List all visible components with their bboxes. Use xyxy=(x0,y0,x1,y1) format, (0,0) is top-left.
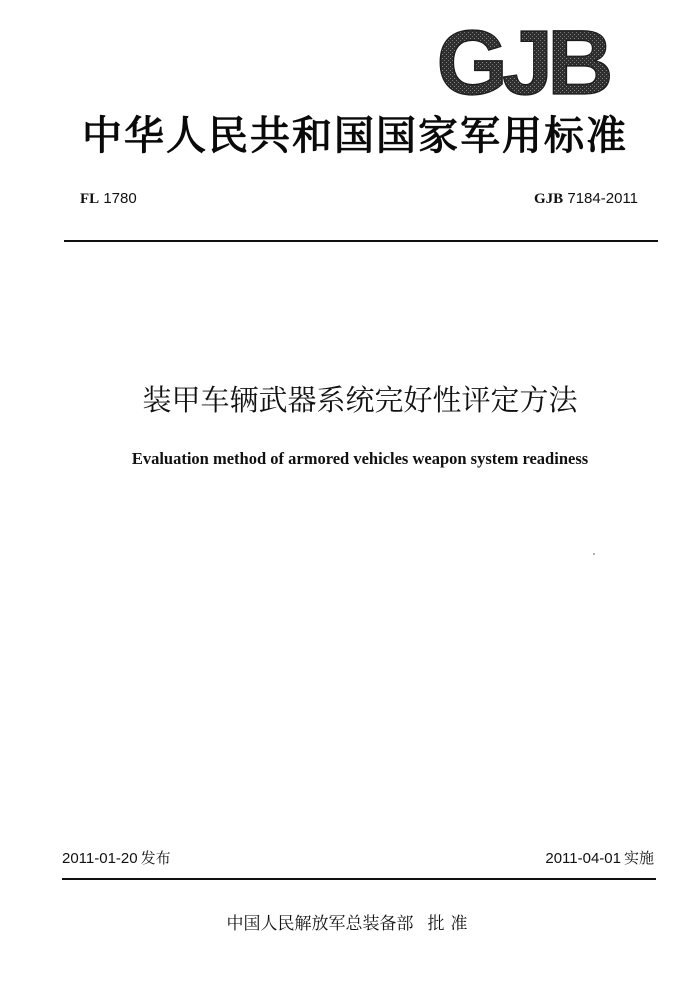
approve-label: 批准 xyxy=(427,914,474,934)
document-title-english: Evaluation method of armored vehicles weapon system readiness xyxy=(131,449,589,468)
gjb-logo xyxy=(422,18,622,102)
standard-number xyxy=(534,190,638,208)
gjb-logo-graphic xyxy=(422,18,622,102)
standard-prefix: GJB xyxy=(534,191,564,207)
approving-authority: 中国人民解放军总装备部 xyxy=(226,914,414,934)
effective-label: 实施 xyxy=(623,849,654,867)
header-divider xyxy=(64,240,658,242)
country-standard-title: 中华人民共和国国家军用标准 xyxy=(82,112,628,159)
footer-divider xyxy=(62,878,656,880)
effective-date xyxy=(545,848,654,869)
scan-speck xyxy=(593,553,595,555)
issue-date xyxy=(62,848,171,869)
issue-date-value: 2011-01-20 xyxy=(62,850,138,867)
standard-number-value: 7184-2011 xyxy=(567,190,638,207)
classification-number: 1780 xyxy=(103,190,137,207)
classification-code xyxy=(80,190,137,208)
approval-line xyxy=(0,912,700,936)
issue-label: 发布 xyxy=(140,849,171,867)
effective-date-value: 2011-04-01 xyxy=(545,850,621,867)
classification-prefix: FL xyxy=(80,191,100,207)
logo-text: GJB xyxy=(436,18,608,102)
document-title-chinese: 装甲车辆武器系统完好性评定方法 xyxy=(142,383,578,417)
